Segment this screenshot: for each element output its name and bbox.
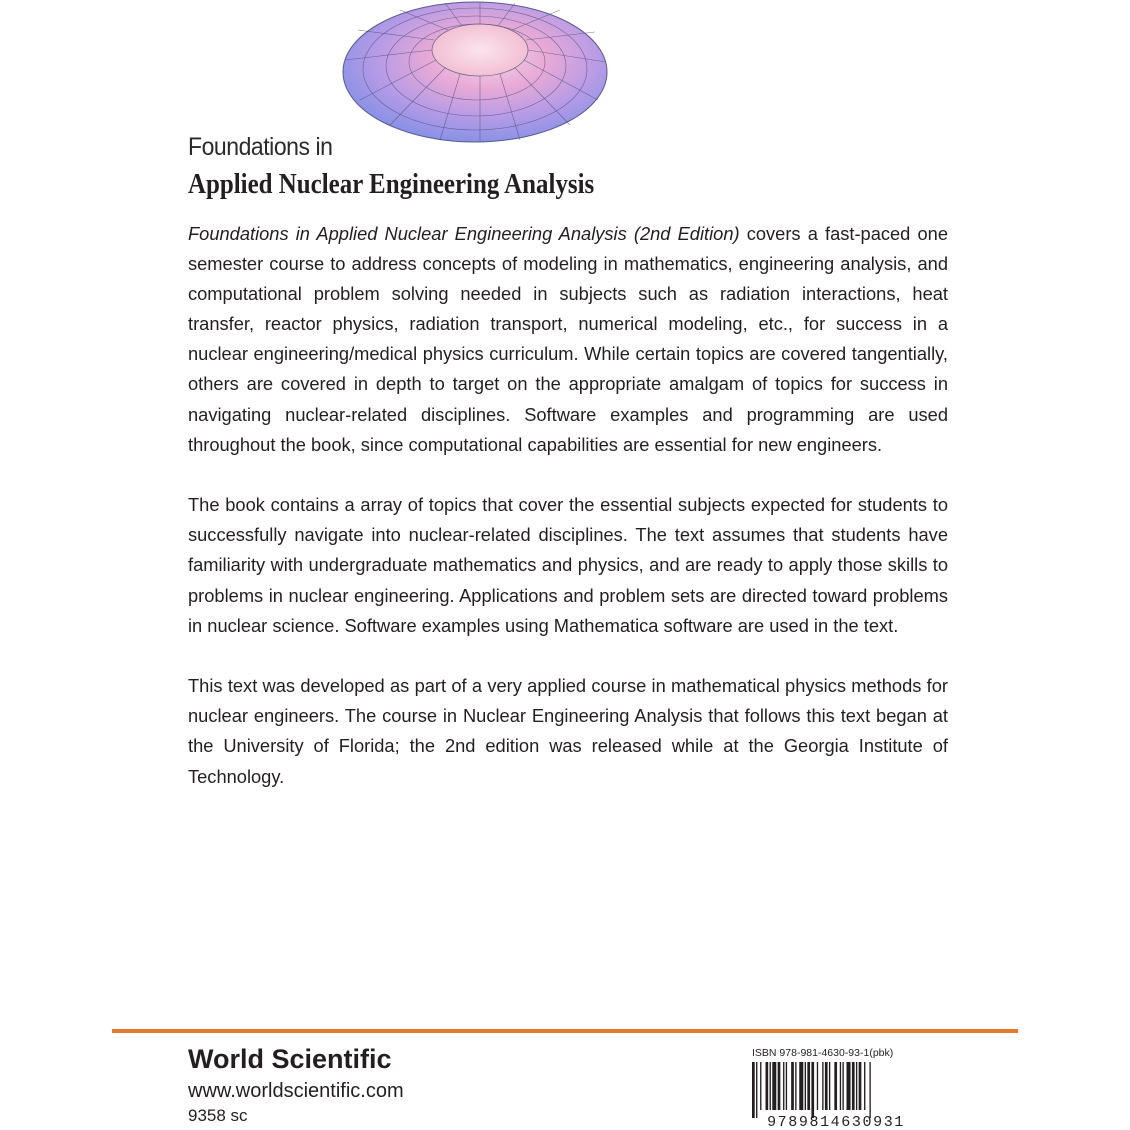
barcode-bar [822,1062,823,1110]
barcode-bar [869,1062,870,1118]
barcode-bar [770,1062,771,1110]
footer-divider [112,1029,1018,1033]
barcode [744,1060,929,1128]
catalog-code: 9358 sc [188,1106,248,1125]
barcode-bar [766,1062,769,1110]
barcode-bar [786,1062,787,1110]
barcode-bar [811,1062,814,1118]
barcode-bar [856,1062,857,1110]
barcode-bar [799,1062,803,1110]
barcode-bar [825,1062,828,1110]
barcode-bar [807,1062,810,1110]
barcode-bar [778,1062,781,1110]
publisher-name: World Scientific [188,1044,392,1074]
description-text [188,219,948,822]
barcode-bars [752,1062,871,1118]
barcode-bar [829,1062,830,1110]
publisher-url: www.worldscientific.com [188,1080,404,1102]
description-paragraph-3: This text was developed as part of a very applied course in mathematical physics methods for nuclear engineers. The course in Nuclear Engineering Analysis that follows this text began at the University of Florida; the 2nd edition was released while at the Georgia Institute of Technology. [188,675,948,787]
description-paragraph-1 [188,219,948,460]
title-prefix: Foundations in [188,133,333,161]
description-paragraph-1-text: covers a fast-paced one semester course to address concepts of modeling in mathematics, engineering analysis, and computational problem solving needed in subjects such as radiation interactions, heat transfer, reactor physics, radiation transport, numerical modeling, etc., for success in a nuclear engineering/medical physics curriculum. While certain topics are covered tangentially, others are covered in depth to target on the appropriate amalgam of topics for success in navigating nuclear-related disciplines. Software examples and programming are used throughout the book, since computational capabilities are essential for new engineers. [188,223,948,455]
barcode-bar [842,1062,843,1110]
barcode-bar [791,1062,794,1110]
barcode-bar [864,1062,865,1110]
description-paragraph-2: The book contains a array of topics that cover the essential subjects expected for students to successfully navigate into nuclear-related disciplines. The text assumes that students have familiarity with undergraduate mathematics and physics, and are ready to apply those skills to problems in nuclear engineering. Applications and problem sets are directed toward problems in nuclear science. Software examples using Mathematica software are used in the text. [188,494,948,636]
barcode-bar [795,1062,796,1110]
barcode-bar [847,1062,851,1110]
book-title: Applied Nuclear Engineering Analysis [188,168,595,200]
barcode-bar [783,1062,784,1110]
barcode-bar [772,1062,776,1110]
barcode-bar [752,1062,755,1118]
barcode-bar [840,1062,841,1110]
torus-mesh-graphic [330,0,615,150]
barcode-bar [852,1062,855,1110]
barcode-bar [805,1062,806,1110]
isbn-label: ISBN 978-981-4630-93-1(pbk) [752,1047,894,1059]
barcode-bar [760,1062,761,1110]
barcode-bar [756,1062,757,1118]
barcode-bar [834,1062,837,1110]
description-title-italic: Foundations in Applied Nuclear Engineering Analysis (2nd Edition) [188,223,740,244]
barcode-bar [859,1062,862,1110]
barcode-digits: 9789814630931 [767,1114,905,1128]
barcode-bar [817,1062,818,1110]
